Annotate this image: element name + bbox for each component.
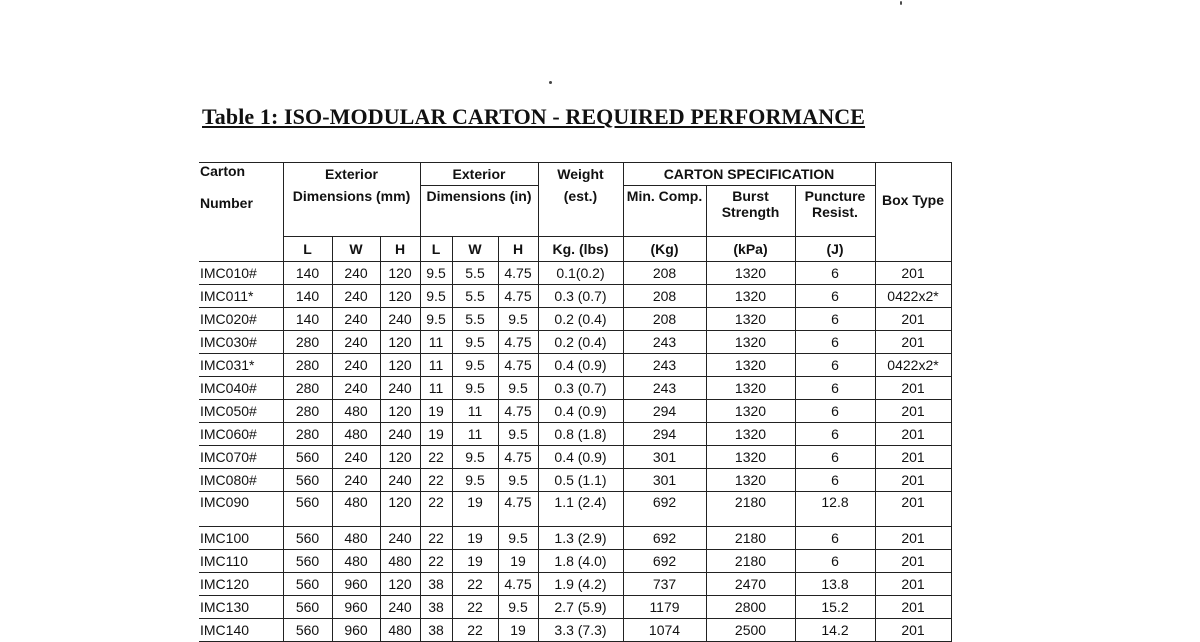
carton-spec-header: CARTON SPECIFICATION: [623, 163, 875, 186]
height-in-cell: 4.75: [498, 492, 538, 527]
width-mm-cell: 240: [332, 446, 380, 469]
carton-number-cell: IMC080#: [199, 469, 283, 492]
width-mm-cell: 240: [332, 308, 380, 331]
table-row: [199, 446, 951, 469]
width-in-cell: 9.5: [452, 377, 498, 400]
box-type-cell: 201: [875, 596, 951, 619]
weight-header: Weight: [538, 163, 623, 186]
width-mm-cell: 240: [332, 377, 380, 400]
table-row: [199, 354, 951, 377]
length-in-cell: 11: [420, 331, 452, 354]
carton-number-cell: IMC050#: [199, 400, 283, 423]
min-comp-cell: 1074: [623, 619, 706, 642]
box-type-cell: 201: [875, 619, 951, 642]
height-mm-cell: 480: [380, 619, 420, 642]
carton-number-cell: IMC090: [199, 492, 283, 527]
height-in-cell: 4.75: [498, 285, 538, 308]
box-type-cell: 201: [875, 469, 951, 492]
height-in-cell: 4.75: [498, 573, 538, 596]
puncture-resist-cell: 6: [795, 527, 875, 550]
height-in-cell: 4.75: [498, 262, 538, 285]
min-comp-cell: 294: [623, 423, 706, 446]
length-mm-cell: 560: [283, 619, 332, 642]
table-title: Table 1: ISO-MODULAR CARTON - REQUIRED PERFORMANCE: [202, 104, 866, 129]
table-row: [199, 262, 951, 285]
width-mm-cell: 240: [332, 285, 380, 308]
burst-strength-cell: 2470: [706, 573, 795, 596]
table-row: [199, 619, 951, 642]
box-type-cell: 201: [875, 527, 951, 550]
length-mm-cell: 280: [283, 377, 332, 400]
burst-strength-cell: 2180: [706, 550, 795, 573]
puncture-resist-cell: 14.2: [795, 619, 875, 642]
puncture-resist-cell: 6: [795, 423, 875, 446]
length-mm-cell: 560: [283, 550, 332, 573]
burst-strength-cell: 1320: [706, 446, 795, 469]
weight-cell: 0.4 (0.9): [538, 400, 623, 423]
length-in-cell: 38: [420, 596, 452, 619]
puncture-resist-cell: 6: [795, 400, 875, 423]
length-mm-cell: 560: [283, 573, 332, 596]
box-type-cell: 201: [875, 400, 951, 423]
width-in-cell: 9.5: [452, 469, 498, 492]
min-comp-header: Min. Comp.: [623, 186, 706, 237]
puncture-resist-cell: 6: [795, 354, 875, 377]
min-comp-cell: 301: [623, 469, 706, 492]
min-comp-cell: 294: [623, 400, 706, 423]
width-mm-cell: 240: [332, 262, 380, 285]
length-in-cell: 22: [420, 550, 452, 573]
height-mm-cell: 120: [380, 331, 420, 354]
height-mm-cell: 240: [380, 469, 420, 492]
width-mm-cell: 240: [332, 331, 380, 354]
carton-number-cell: IMC020#: [199, 308, 283, 331]
width-in-cell: 19: [452, 550, 498, 573]
length-in-cell: 38: [420, 573, 452, 596]
table-row: [199, 527, 951, 550]
height-mm-cell: 480: [380, 550, 420, 573]
burst-strength-header: Burst Strength: [706, 186, 795, 237]
carton-number-cell: IMC031*: [199, 354, 283, 377]
carton-number-cell: IMC010#: [199, 262, 283, 285]
height-in-cell: 9.5: [498, 308, 538, 331]
length-in-cell: 11: [420, 354, 452, 377]
carton-number-cell: IMC060#: [199, 423, 283, 446]
exterior-in-subheader: Dimensions (in): [420, 186, 538, 237]
min-comp-cell: 208: [623, 308, 706, 331]
length-mm-cell: 280: [283, 331, 332, 354]
weight-cell: 2.7 (5.9): [538, 596, 623, 619]
width-in-cell: 9.5: [452, 331, 498, 354]
length-mm-cell: 280: [283, 423, 332, 446]
length-in-cell: 9.5: [420, 285, 452, 308]
length-in-cell: 9.5: [420, 262, 452, 285]
table-row: [199, 469, 951, 492]
carton-number-header: Carton Number: [199, 163, 283, 262]
min-comp-cell: 243: [623, 354, 706, 377]
width-mm-cell: 480: [332, 550, 380, 573]
unit-header: W: [332, 237, 380, 262]
width-mm-cell: 480: [332, 423, 380, 446]
length-mm-cell: 560: [283, 596, 332, 619]
height-mm-cell: 240: [380, 596, 420, 619]
height-in-cell: 4.75: [498, 354, 538, 377]
puncture-resist-cell: 6: [795, 262, 875, 285]
weight-cell: 0.5 (1.1): [538, 469, 623, 492]
box-type-cell: 0422x2*: [875, 285, 951, 308]
length-mm-cell: 140: [283, 285, 332, 308]
table-row: [199, 285, 951, 308]
burst-strength-cell: 1320: [706, 354, 795, 377]
table-row: [199, 573, 951, 596]
height-in-cell: 9.5: [498, 377, 538, 400]
unit-header: (J): [795, 237, 875, 262]
width-mm-cell: 480: [332, 492, 380, 527]
carton-number-cell: IMC011*: [199, 285, 283, 308]
box-type-cell: 201: [875, 377, 951, 400]
height-mm-cell: 120: [380, 400, 420, 423]
length-in-cell: 19: [420, 400, 452, 423]
weight-subheader: (est.): [538, 186, 623, 237]
height-in-cell: 19: [498, 550, 538, 573]
puncture-resist-cell: 6: [795, 550, 875, 573]
length-in-cell: 22: [420, 446, 452, 469]
weight-cell: 0.4 (0.9): [538, 354, 623, 377]
box-type-cell: 201: [875, 423, 951, 446]
box-type-cell: 201: [875, 262, 951, 285]
burst-strength-cell: 1320: [706, 331, 795, 354]
width-in-cell: 5.5: [452, 262, 498, 285]
height-in-cell: 9.5: [498, 469, 538, 492]
burst-strength-cell: 1320: [706, 285, 795, 308]
table-header: [199, 163, 951, 262]
length-in-cell: 19: [420, 423, 452, 446]
width-mm-cell: 480: [332, 527, 380, 550]
unit-header: L: [420, 237, 452, 262]
puncture-resist-cell: 6: [795, 331, 875, 354]
height-mm-cell: 120: [380, 446, 420, 469]
width-mm-cell: 960: [332, 596, 380, 619]
height-mm-cell: 240: [380, 527, 420, 550]
table-body: [199, 262, 951, 642]
min-comp-cell: 208: [623, 285, 706, 308]
box-type-cell: 0422x2*: [875, 354, 951, 377]
width-mm-cell: 960: [332, 619, 380, 642]
weight-cell: 1.1 (2.4): [538, 492, 623, 527]
width-mm-cell: 240: [332, 354, 380, 377]
height-in-cell: 19: [498, 619, 538, 642]
puncture-resist-cell: 6: [795, 285, 875, 308]
height-mm-cell: 120: [380, 285, 420, 308]
weight-cell: 1.9 (4.2): [538, 573, 623, 596]
exterior-in-header: Exterior: [420, 163, 538, 186]
weight-cell: 0.3 (0.7): [538, 377, 623, 400]
box-type-header: Box Type: [875, 163, 951, 237]
height-mm-cell: 120: [380, 354, 420, 377]
burst-strength-cell: 1320: [706, 262, 795, 285]
width-mm-cell: 960: [332, 573, 380, 596]
min-comp-cell: 1179: [623, 596, 706, 619]
table-row: [199, 308, 951, 331]
scan-speck: [900, 1, 902, 5]
width-in-cell: 5.5: [452, 308, 498, 331]
exterior-mm-subheader: Dimensions (mm): [283, 186, 420, 237]
length-mm-cell: 280: [283, 400, 332, 423]
length-mm-cell: 280: [283, 354, 332, 377]
burst-strength-cell: 2800: [706, 596, 795, 619]
carton-performance-table: [199, 162, 952, 642]
box-type-unit-header: [875, 237, 951, 262]
min-comp-cell: 208: [623, 262, 706, 285]
length-in-cell: 9.5: [420, 308, 452, 331]
width-in-cell: 5.5: [452, 285, 498, 308]
width-in-cell: 9.5: [452, 446, 498, 469]
length-mm-cell: 140: [283, 262, 332, 285]
table-row: [199, 331, 951, 354]
length-mm-cell: 560: [283, 446, 332, 469]
unit-header: H: [380, 237, 420, 262]
burst-strength-cell: 2500: [706, 619, 795, 642]
height-mm-cell: 240: [380, 423, 420, 446]
box-type-cell: 201: [875, 573, 951, 596]
height-mm-cell: 120: [380, 262, 420, 285]
width-in-cell: 11: [452, 400, 498, 423]
weight-cell: 0.3 (0.7): [538, 285, 623, 308]
length-mm-cell: 560: [283, 469, 332, 492]
width-mm-cell: 240: [332, 469, 380, 492]
height-in-cell: 4.75: [498, 331, 538, 354]
box-type-cell: 201: [875, 308, 951, 331]
exterior-mm-header: Exterior: [283, 163, 420, 186]
height-in-cell: 9.5: [498, 596, 538, 619]
min-comp-cell: 692: [623, 527, 706, 550]
height-mm-cell: 240: [380, 377, 420, 400]
length-in-cell: 11: [420, 377, 452, 400]
height-mm-cell: 120: [380, 573, 420, 596]
height-in-cell: 9.5: [498, 527, 538, 550]
carton-number-cell: IMC030#: [199, 331, 283, 354]
unit-header: (kPa): [706, 237, 795, 262]
box-type-cell: 201: [875, 492, 951, 527]
min-comp-cell: 692: [623, 550, 706, 573]
weight-cell: 0.8 (1.8): [538, 423, 623, 446]
weight-cell: 1.3 (2.9): [538, 527, 623, 550]
length-in-cell: 38: [420, 619, 452, 642]
min-comp-cell: 737: [623, 573, 706, 596]
carton-number-cell: IMC100: [199, 527, 283, 550]
carton-number-cell: IMC130: [199, 596, 283, 619]
length-in-cell: 22: [420, 527, 452, 550]
min-comp-cell: 301: [623, 446, 706, 469]
height-mm-cell: 240: [380, 308, 420, 331]
carton-number-cell: IMC040#: [199, 377, 283, 400]
width-in-cell: 22: [452, 596, 498, 619]
width-in-cell: 19: [452, 492, 498, 527]
length-mm-cell: 560: [283, 527, 332, 550]
unit-header: L: [283, 237, 332, 262]
height-mm-cell: 120: [380, 492, 420, 527]
unit-header: H: [498, 237, 538, 262]
carton-number-cell: IMC140: [199, 619, 283, 642]
width-mm-cell: 480: [332, 400, 380, 423]
carton-number-cell: IMC110: [199, 550, 283, 573]
burst-strength-cell: 2180: [706, 492, 795, 527]
unit-header: W: [452, 237, 498, 262]
burst-strength-cell: 1320: [706, 469, 795, 492]
burst-strength-cell: 1320: [706, 377, 795, 400]
width-in-cell: 19: [452, 527, 498, 550]
length-mm-cell: 560: [283, 492, 332, 527]
height-in-cell: 4.75: [498, 446, 538, 469]
width-in-cell: 11: [452, 423, 498, 446]
length-mm-cell: 140: [283, 308, 332, 331]
unit-header: (Kg): [623, 237, 706, 262]
puncture-resist-cell: 6: [795, 308, 875, 331]
puncture-resist-cell: 13.8: [795, 573, 875, 596]
height-in-cell: 4.75: [498, 400, 538, 423]
min-comp-cell: 243: [623, 377, 706, 400]
puncture-resist-cell: 12.8: [795, 492, 875, 527]
box-type-cell: 201: [875, 446, 951, 469]
burst-strength-cell: 1320: [706, 400, 795, 423]
weight-cell: 3.3 (7.3): [538, 619, 623, 642]
table-row: [199, 596, 951, 619]
weight-cell: 0.2 (0.4): [538, 331, 623, 354]
width-in-cell: 9.5: [452, 354, 498, 377]
height-in-cell: 9.5: [498, 423, 538, 446]
table-row: [199, 492, 951, 527]
puncture-resist-cell: 15.2: [795, 596, 875, 619]
weight-cell: 0.2 (0.4): [538, 308, 623, 331]
table-row: [199, 400, 951, 423]
carton-number-cell: IMC070#: [199, 446, 283, 469]
burst-strength-cell: 1320: [706, 308, 795, 331]
weight-cell: 0.4 (0.9): [538, 446, 623, 469]
width-in-cell: 22: [452, 619, 498, 642]
min-comp-cell: 243: [623, 331, 706, 354]
weight-cell: 1.8 (4.0): [538, 550, 623, 573]
box-type-cell: 201: [875, 331, 951, 354]
table-row: [199, 423, 951, 446]
min-comp-cell: 692: [623, 492, 706, 527]
burst-strength-cell: 1320: [706, 423, 795, 446]
box-type-cell: 201: [875, 550, 951, 573]
puncture-resist-cell: 6: [795, 377, 875, 400]
width-in-cell: 22: [452, 573, 498, 596]
puncture-resist-header: Puncture Resist.: [795, 186, 875, 237]
table-row: [199, 377, 951, 400]
unit-header: Kg. (lbs): [538, 237, 623, 262]
length-in-cell: 22: [420, 492, 452, 527]
scan-speck: [549, 81, 552, 84]
burst-strength-cell: 2180: [706, 527, 795, 550]
table-row: [199, 550, 951, 573]
carton-number-cell: IMC120: [199, 573, 283, 596]
puncture-resist-cell: 6: [795, 469, 875, 492]
length-in-cell: 22: [420, 469, 452, 492]
puncture-resist-cell: 6: [795, 446, 875, 469]
weight-cell: 0.1(0.2): [538, 262, 623, 285]
